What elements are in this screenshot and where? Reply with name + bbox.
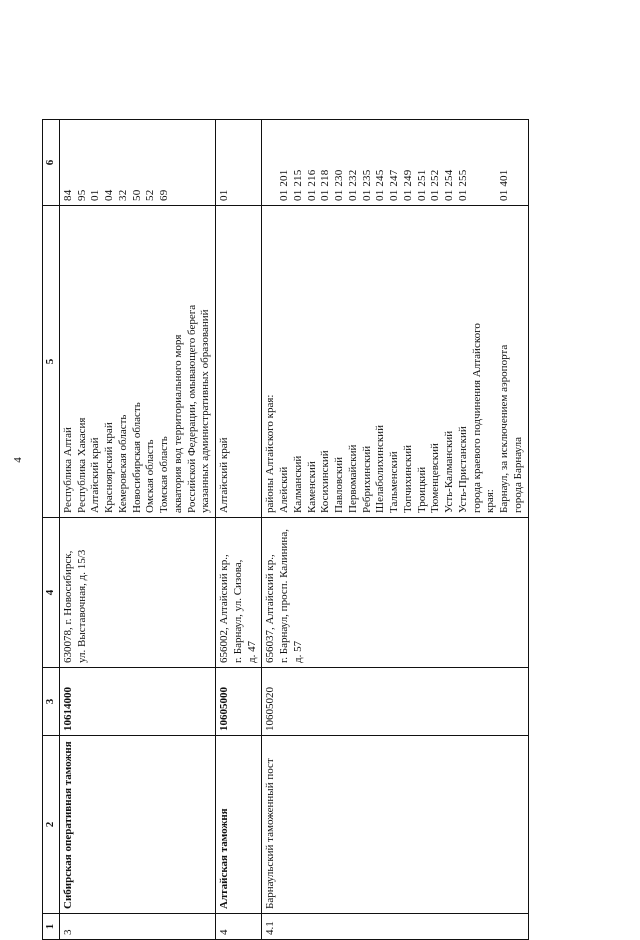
table-row (216, 120, 262, 940)
region-item: акватория вод территориального моря (171, 334, 184, 513)
regions-cell (262, 206, 528, 518)
region-item: Кемеровская область (116, 414, 129, 513)
region-item: Новосибирская область (130, 402, 143, 513)
region-code: 32 (116, 189, 129, 201)
region-item: города Барнаула (511, 437, 524, 513)
address-cell (59, 518, 215, 668)
region-code: 01 249 (401, 169, 414, 201)
region-code: 01 247 (388, 169, 400, 201)
region-item: Республика Алтай (61, 427, 74, 513)
region-code: 01 201 (278, 169, 290, 201)
region-code: 01 252 (429, 169, 442, 201)
region-item: Троицкий (415, 466, 428, 513)
address-line: 630078, г. Новосибирск, (61, 550, 74, 663)
region-code: 95 (75, 189, 88, 201)
region-item: Калманский (291, 455, 304, 513)
region-code: 04 (103, 189, 115, 201)
region-item: Омская область (144, 439, 157, 513)
region-item: Ребрихинский (360, 445, 373, 513)
region-code: 01 (89, 189, 102, 201)
region-code: 01 218 (319, 169, 332, 201)
region-item: Усть-Пристанский (456, 426, 469, 513)
region-code: 69 (158, 189, 170, 201)
region-item: Тюменцевский (429, 443, 442, 513)
region-item: Павловский (333, 457, 345, 513)
customs-code: 10605000 (216, 668, 262, 736)
customs-name: Алтайская таможня (216, 736, 262, 914)
address-cell (216, 518, 262, 668)
region-item: Алейский (278, 466, 290, 513)
region-item: Тальменский (388, 451, 400, 513)
region-item: края: (484, 489, 497, 513)
row-number: 3 (59, 914, 215, 940)
header-3: 3 (43, 668, 60, 736)
region-code: 01 (218, 189, 230, 201)
region-code: 01 216 (305, 169, 318, 201)
region-code: 01 230 (333, 169, 345, 201)
region-item: Алтайский край (218, 437, 230, 513)
region-item: Красноярский край (103, 422, 115, 513)
region-code (264, 124, 278, 201)
table-row (262, 120, 528, 940)
customs-table (42, 119, 529, 940)
region-code (471, 124, 485, 201)
address-line: д. 57 (291, 640, 304, 663)
region-item: Косихинский (319, 450, 332, 513)
header-6: 6 (43, 120, 60, 206)
table-row (59, 120, 215, 940)
header-1: 1 (43, 914, 60, 940)
region-item: Республика Хакасия (75, 417, 88, 513)
codes-cell (59, 120, 215, 206)
document-table-frame (42, 40, 614, 940)
address-line: г. Барнаул, просп. Калинина, (278, 529, 290, 663)
region-code: 01 215 (291, 169, 304, 201)
row-number: 4.1 (262, 914, 528, 940)
region-item: Первомайский (346, 444, 359, 513)
address-line: 656037, Алтайский кр., (264, 554, 277, 663)
customs-code: 10614000 (59, 668, 215, 736)
row-number: 4 (216, 914, 262, 940)
codes-cell (262, 120, 528, 206)
region-code: 84 (61, 189, 74, 201)
codes-cell (216, 120, 262, 206)
region-item: Алтайский край (89, 437, 102, 513)
region-item: районы Алтайского края: (264, 394, 277, 513)
address-cell (262, 518, 528, 668)
region-code: 01 255 (456, 169, 469, 201)
region-code: 01 251 (415, 169, 428, 201)
regions-cell (59, 206, 215, 518)
address-line: д. 47 (245, 640, 258, 663)
region-code: 52 (144, 189, 157, 201)
region-item: города краевого подчинения Алтайского (470, 323, 483, 513)
region-code: 01 245 (374, 169, 387, 201)
region-item: Российской Федерации, омывающего берега (185, 304, 198, 513)
header-5: 5 (43, 206, 60, 518)
page-number: 4 (11, 457, 24, 463)
header-2: 2 (43, 736, 60, 914)
address-line: ул. Выставочная, д. 15/3 (75, 549, 88, 663)
region-code: 01 235 (360, 169, 373, 201)
region-code: 50 (130, 189, 143, 201)
region-code: 01 254 (443, 169, 455, 201)
region-item: Барнаул, за исключением аэропорта (498, 344, 510, 513)
region-item: Томская область (158, 436, 170, 513)
customs-name: Сибирская оперативная таможня (59, 736, 215, 914)
region-code: 01 232 (346, 169, 359, 201)
address-line: г. Барнаул, ул. Сизова, (231, 559, 244, 663)
region-item: Усть-Калманский (443, 430, 455, 513)
region-item: Шелаболихинский (374, 425, 387, 513)
region-code: 01 401 (498, 169, 510, 201)
header-4: 4 (43, 518, 60, 668)
region-item: Топчихинский (401, 445, 414, 513)
address-line: 656002, Алтайский кр., (218, 554, 230, 663)
customs-name: Барнаульский таможенный пост (262, 736, 528, 914)
region-item: указанных административных образований (199, 309, 212, 513)
customs-code: 10605020 (262, 668, 528, 736)
regions-cell (216, 206, 262, 518)
header-row (43, 120, 60, 940)
region-code (484, 124, 498, 201)
region-item: Каменский (305, 461, 318, 513)
